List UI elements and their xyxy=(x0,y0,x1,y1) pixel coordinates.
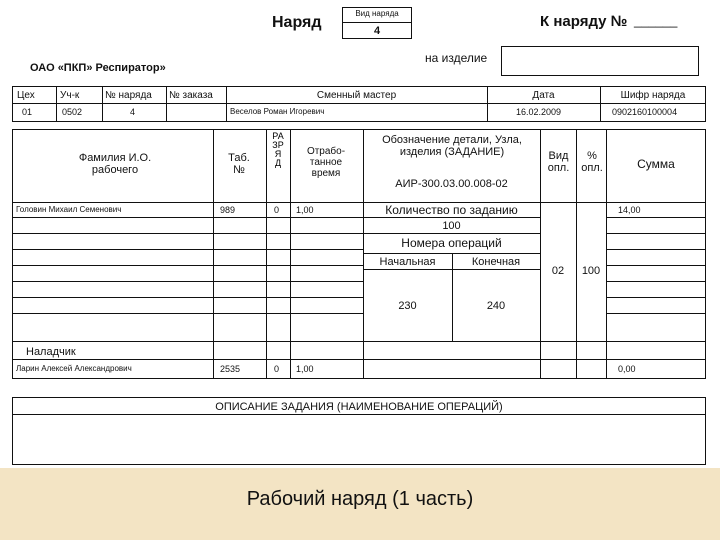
detail-code: АИР-300.03.00.008-02 xyxy=(395,178,508,190)
qty-value: 100 xyxy=(442,220,461,232)
order-type-divider xyxy=(342,22,412,23)
col-work-order: № заказа xyxy=(169,90,213,101)
col-pay-pct: % опл. xyxy=(581,150,603,175)
col-tab-no: Таб. № xyxy=(228,152,250,177)
order-title: Наряд xyxy=(272,14,322,31)
worker-sum: 14,00 xyxy=(618,205,641,215)
col-pay-type: Вид опл. xyxy=(547,150,570,175)
task-title: ОПИСАНИЕ ЗАДАНИЯ (НАИМЕНОВАНИЕ ОПЕРАЦИЙ) xyxy=(215,401,503,413)
worker-name: Головин Михаил Семенович xyxy=(16,205,122,214)
val-shift-master: Веселов Роман Игоревич xyxy=(230,107,325,116)
col-section: Уч-к xyxy=(60,90,80,101)
col-shift-master: Сменный мастер xyxy=(316,90,397,101)
pay-type-value: 02 xyxy=(551,265,565,277)
worker-rank: 0 xyxy=(274,205,280,215)
col-worker-name: Фамилия И.О. рабочего xyxy=(78,152,152,177)
product-field[interactable] xyxy=(501,46,699,76)
ref-order-blank: ______ xyxy=(634,13,678,28)
col-code: Шифр наряда xyxy=(620,90,686,101)
val-order-no: 4 xyxy=(130,107,136,117)
order-type-value: 4 xyxy=(373,25,381,37)
col-worked-time: Отрабо-танное время xyxy=(306,146,346,179)
setter-sum: 0,00 xyxy=(618,364,636,374)
setter-tab: 2535 xyxy=(220,364,241,374)
col-order-no: № наряда xyxy=(105,90,152,101)
product-label: на изделие xyxy=(425,51,488,65)
setter-rank: 0 xyxy=(274,364,280,374)
col-shop: Цех xyxy=(17,90,35,101)
setter-time: 1,00 xyxy=(296,364,314,374)
op-end-value: 240 xyxy=(486,300,506,312)
setter-name: Ларин Алексей Александрович xyxy=(16,364,132,373)
qty-label: Количество по заданию xyxy=(385,203,518,217)
val-shop: 01 xyxy=(22,107,33,117)
pay-pct-value: 100 xyxy=(581,265,601,277)
col-sum: Сумма xyxy=(637,157,675,171)
order-type-label: Вид наряда xyxy=(355,9,399,18)
worker-time: 1,00 xyxy=(296,205,314,215)
col-rank: РАЗРЯД xyxy=(272,131,284,168)
ops-label: Номера операций xyxy=(401,236,502,250)
val-date: 16.02.2009 xyxy=(516,107,562,117)
val-code: 0902160100004 xyxy=(612,107,678,117)
col-date: Дата xyxy=(532,90,555,101)
op-start-label: Начальная xyxy=(379,256,436,268)
worker-tab: 989 xyxy=(220,205,236,215)
col-detail: Обозначение детали, Узла, изделия (ЗАДАНИЕ) xyxy=(382,134,522,159)
val-section: 0502 xyxy=(62,107,83,117)
organization-name: ОАО «ПКП» Респиратор» xyxy=(30,62,166,74)
ref-order-label: К наряду № xyxy=(540,13,628,30)
op-start-value: 230 xyxy=(398,300,417,312)
slide-caption: Рабочий наряд (1 часть) xyxy=(246,488,474,510)
setter-label: Наладчик xyxy=(26,346,76,358)
op-end-label: Конечная xyxy=(471,256,521,268)
